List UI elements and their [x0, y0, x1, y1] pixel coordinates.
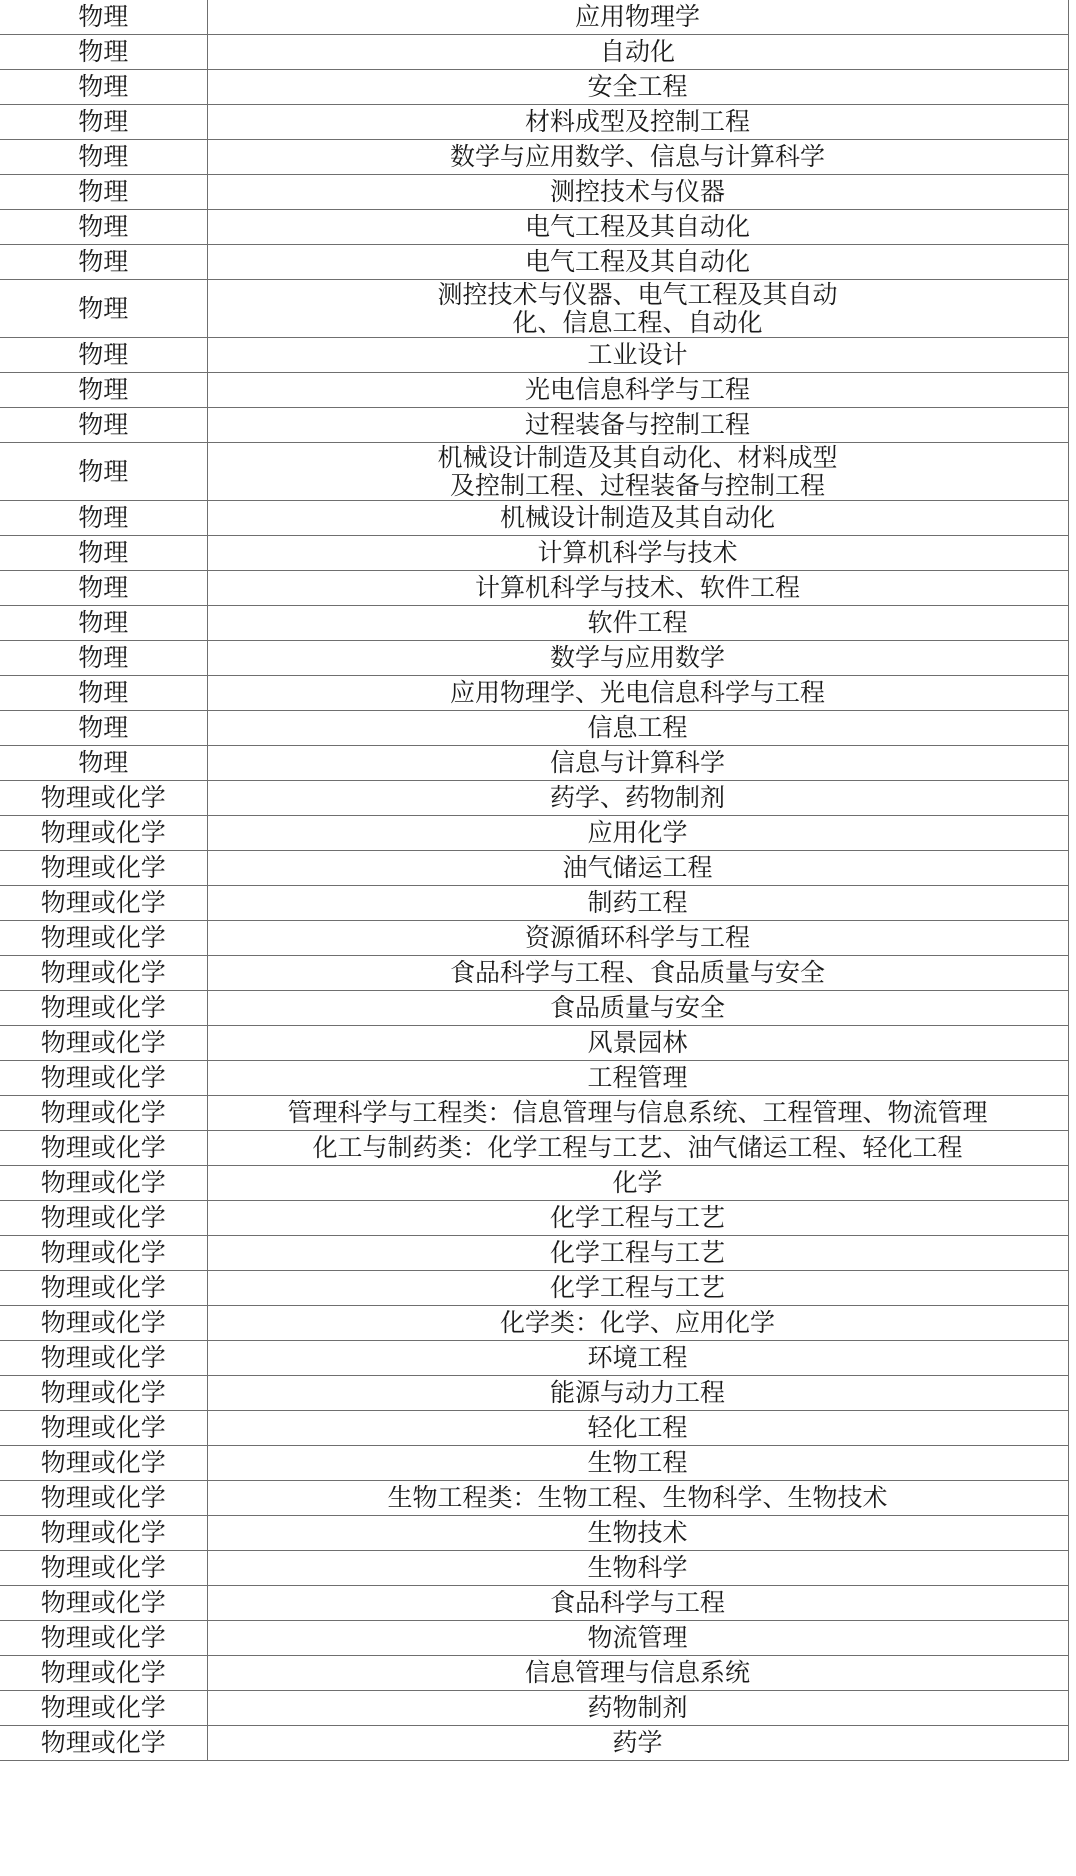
subject-cell: 物理或化学 [0, 1551, 207, 1586]
subject-cell: 物理 [0, 105, 207, 140]
table-row [0, 443, 1068, 501]
subject-cell: 物理或化学 [0, 1516, 207, 1551]
subject-cell: 物理或化学 [0, 886, 207, 921]
table-row [0, 1621, 1068, 1656]
subject-cell: 物理或化学 [0, 1026, 207, 1061]
table-row [0, 536, 1068, 571]
table-row [0, 1446, 1068, 1481]
major-cell: 机械设计制造及其自动化、材料成型 及控制工程、过程装备与控制工程 [207, 443, 1068, 501]
subject-cell: 物理 [0, 606, 207, 641]
subject-cell: 物理或化学 [0, 1481, 207, 1516]
major-cell: 食品科学与工程 [207, 1586, 1068, 1621]
subject-cell: 物理或化学 [0, 1061, 207, 1096]
major-cell: 能源与动力工程 [207, 1376, 1068, 1411]
major-cell: 机械设计制造及其自动化 [207, 501, 1068, 536]
major-cell: 测控技术与仪器 [207, 175, 1068, 210]
table-row [0, 1026, 1068, 1061]
subject-cell: 物理 [0, 711, 207, 746]
subject-cell: 物理或化学 [0, 1376, 207, 1411]
table-row [0, 1516, 1068, 1551]
major-cell: 过程装备与控制工程 [207, 408, 1068, 443]
major-cell: 数学与应用数学 [207, 641, 1068, 676]
subject-cell: 物理 [0, 373, 207, 408]
major-cell: 制药工程 [207, 886, 1068, 921]
subject-cell: 物理 [0, 175, 207, 210]
subject-cell: 物理或化学 [0, 1691, 207, 1726]
major-cell: 轻化工程 [207, 1411, 1068, 1446]
subject-cell: 物理或化学 [0, 816, 207, 851]
major-cell: 药物制剂 [207, 1691, 1068, 1726]
subject-cell: 物理 [0, 746, 207, 781]
subject-cell: 物理 [0, 571, 207, 606]
subject-cell: 物理 [0, 536, 207, 571]
subject-cell: 物理或化学 [0, 1341, 207, 1376]
major-cell: 化学工程与工艺 [207, 1271, 1068, 1306]
table-row [0, 1271, 1068, 1306]
major-cell: 工程管理 [207, 1061, 1068, 1096]
major-cell: 数学与应用数学、信息与计算科学 [207, 140, 1068, 175]
table-row [0, 1656, 1068, 1691]
subject-cell: 物理 [0, 501, 207, 536]
table-row [0, 956, 1068, 991]
major-cell: 物流管理 [207, 1621, 1068, 1656]
table-row [0, 676, 1068, 711]
major-cell: 光电信息科学与工程 [207, 373, 1068, 408]
table-row [0, 1306, 1068, 1341]
table-row [0, 105, 1068, 140]
subject-cell: 物理或化学 [0, 1096, 207, 1131]
major-cell: 管理科学与工程类：信息管理与信息系统、工程管理、物流管理 [207, 1096, 1068, 1131]
table-row [0, 1096, 1068, 1131]
subject-cell: 物理或化学 [0, 1656, 207, 1691]
table-row [0, 1341, 1068, 1376]
table-row [0, 245, 1068, 280]
table-row [0, 1726, 1068, 1761]
subject-cell: 物理或化学 [0, 1201, 207, 1236]
subject-cell: 物理或化学 [0, 956, 207, 991]
table-row [0, 210, 1068, 245]
table-row [0, 338, 1068, 373]
subject-cell: 物理 [0, 443, 207, 501]
subject-cell: 物理 [0, 338, 207, 373]
major-cell: 药学 [207, 1726, 1068, 1761]
table-row [0, 1481, 1068, 1516]
major-cell: 资源循环科学与工程 [207, 921, 1068, 956]
table-row [0, 606, 1068, 641]
table-row [0, 991, 1068, 1026]
major-cell: 生物科学 [207, 1551, 1068, 1586]
table-row [0, 70, 1068, 105]
major-cell: 信息与计算科学 [207, 746, 1068, 781]
table-row [0, 408, 1068, 443]
subject-cell: 物理 [0, 210, 207, 245]
table-row [0, 1061, 1068, 1096]
table-row [0, 1376, 1068, 1411]
major-cell: 计算机科学与技术、软件工程 [207, 571, 1068, 606]
major-cell: 生物工程 [207, 1446, 1068, 1481]
table-row [0, 1551, 1068, 1586]
subject-cell: 物理或化学 [0, 921, 207, 956]
subject-cell: 物理或化学 [0, 1726, 207, 1761]
table-row [0, 1166, 1068, 1201]
major-cell: 计算机科学与技术 [207, 536, 1068, 571]
major-cell: 化学类：化学、应用化学 [207, 1306, 1068, 1341]
major-cell: 食品科学与工程、食品质量与安全 [207, 956, 1068, 991]
subject-cell: 物理 [0, 140, 207, 175]
major-cell: 应用物理学、光电信息科学与工程 [207, 676, 1068, 711]
table-row [0, 571, 1068, 606]
table-row [0, 501, 1068, 536]
subject-cell: 物理或化学 [0, 1306, 207, 1341]
subject-cell: 物理 [0, 245, 207, 280]
table-row [0, 781, 1068, 816]
subject-cell: 物理或化学 [0, 781, 207, 816]
table-row [0, 140, 1068, 175]
table-row [0, 921, 1068, 956]
table-row [0, 1236, 1068, 1271]
table-row [0, 886, 1068, 921]
subject-cell: 物理或化学 [0, 1411, 207, 1446]
subject-cell: 物理 [0, 408, 207, 443]
table-row [0, 1131, 1068, 1166]
subject-cell: 物理或化学 [0, 1236, 207, 1271]
subject-cell: 物理或化学 [0, 1131, 207, 1166]
table-row [0, 816, 1068, 851]
table-row [0, 746, 1068, 781]
subject-cell: 物理或化学 [0, 1586, 207, 1621]
major-cell: 安全工程 [207, 70, 1068, 105]
subject-cell: 物理 [0, 70, 207, 105]
table-row [0, 35, 1068, 70]
table-row [0, 1201, 1068, 1236]
subject-cell: 物理或化学 [0, 1271, 207, 1306]
major-cell: 食品质量与安全 [207, 991, 1068, 1026]
subject-cell: 物理或化学 [0, 1621, 207, 1656]
subject-cell: 物理或化学 [0, 991, 207, 1026]
table-row [0, 280, 1068, 338]
table-row [0, 1411, 1068, 1446]
major-cell: 生物工程类：生物工程、生物科学、生物技术 [207, 1481, 1068, 1516]
major-cell: 化学工程与工艺 [207, 1201, 1068, 1236]
subject-cell: 物理 [0, 35, 207, 70]
table-row [0, 373, 1068, 408]
subject-cell: 物理 [0, 641, 207, 676]
major-cell: 环境工程 [207, 1341, 1068, 1376]
major-cell: 电气工程及其自动化 [207, 210, 1068, 245]
table-row [0, 641, 1068, 676]
major-cell: 信息工程 [207, 711, 1068, 746]
table-row [0, 851, 1068, 886]
table-row [0, 711, 1068, 746]
table-row [0, 0, 1068, 35]
table-row [0, 175, 1068, 210]
subject-cell: 物理或化学 [0, 1166, 207, 1201]
subject-cell: 物理 [0, 0, 207, 35]
table-row [0, 1586, 1068, 1621]
major-cell: 应用化学 [207, 816, 1068, 851]
major-cell: 化学工程与工艺 [207, 1236, 1068, 1271]
major-cell: 化工与制药类：化学工程与工艺、油气储运工程、轻化工程 [207, 1131, 1068, 1166]
major-cell: 软件工程 [207, 606, 1068, 641]
major-cell: 风景园林 [207, 1026, 1068, 1061]
major-cell: 信息管理与信息系统 [207, 1656, 1068, 1691]
table-row [0, 1691, 1068, 1726]
major-cell: 生物技术 [207, 1516, 1068, 1551]
major-cell: 工业设计 [207, 338, 1068, 373]
major-cell: 测控技术与仪器、电气工程及其自动 化、信息工程、自动化 [207, 280, 1068, 338]
subject-cell: 物理 [0, 676, 207, 711]
subject-cell: 物理或化学 [0, 851, 207, 886]
major-cell: 自动化 [207, 35, 1068, 70]
major-cell: 油气储运工程 [207, 851, 1068, 886]
major-cell: 化学 [207, 1166, 1068, 1201]
major-cell: 材料成型及控制工程 [207, 105, 1068, 140]
major-cell: 电气工程及其自动化 [207, 245, 1068, 280]
subject-cell: 物理或化学 [0, 1446, 207, 1481]
major-cell: 应用物理学 [207, 0, 1068, 35]
major-cell: 药学、药物制剂 [207, 781, 1068, 816]
subject-cell: 物理 [0, 280, 207, 338]
